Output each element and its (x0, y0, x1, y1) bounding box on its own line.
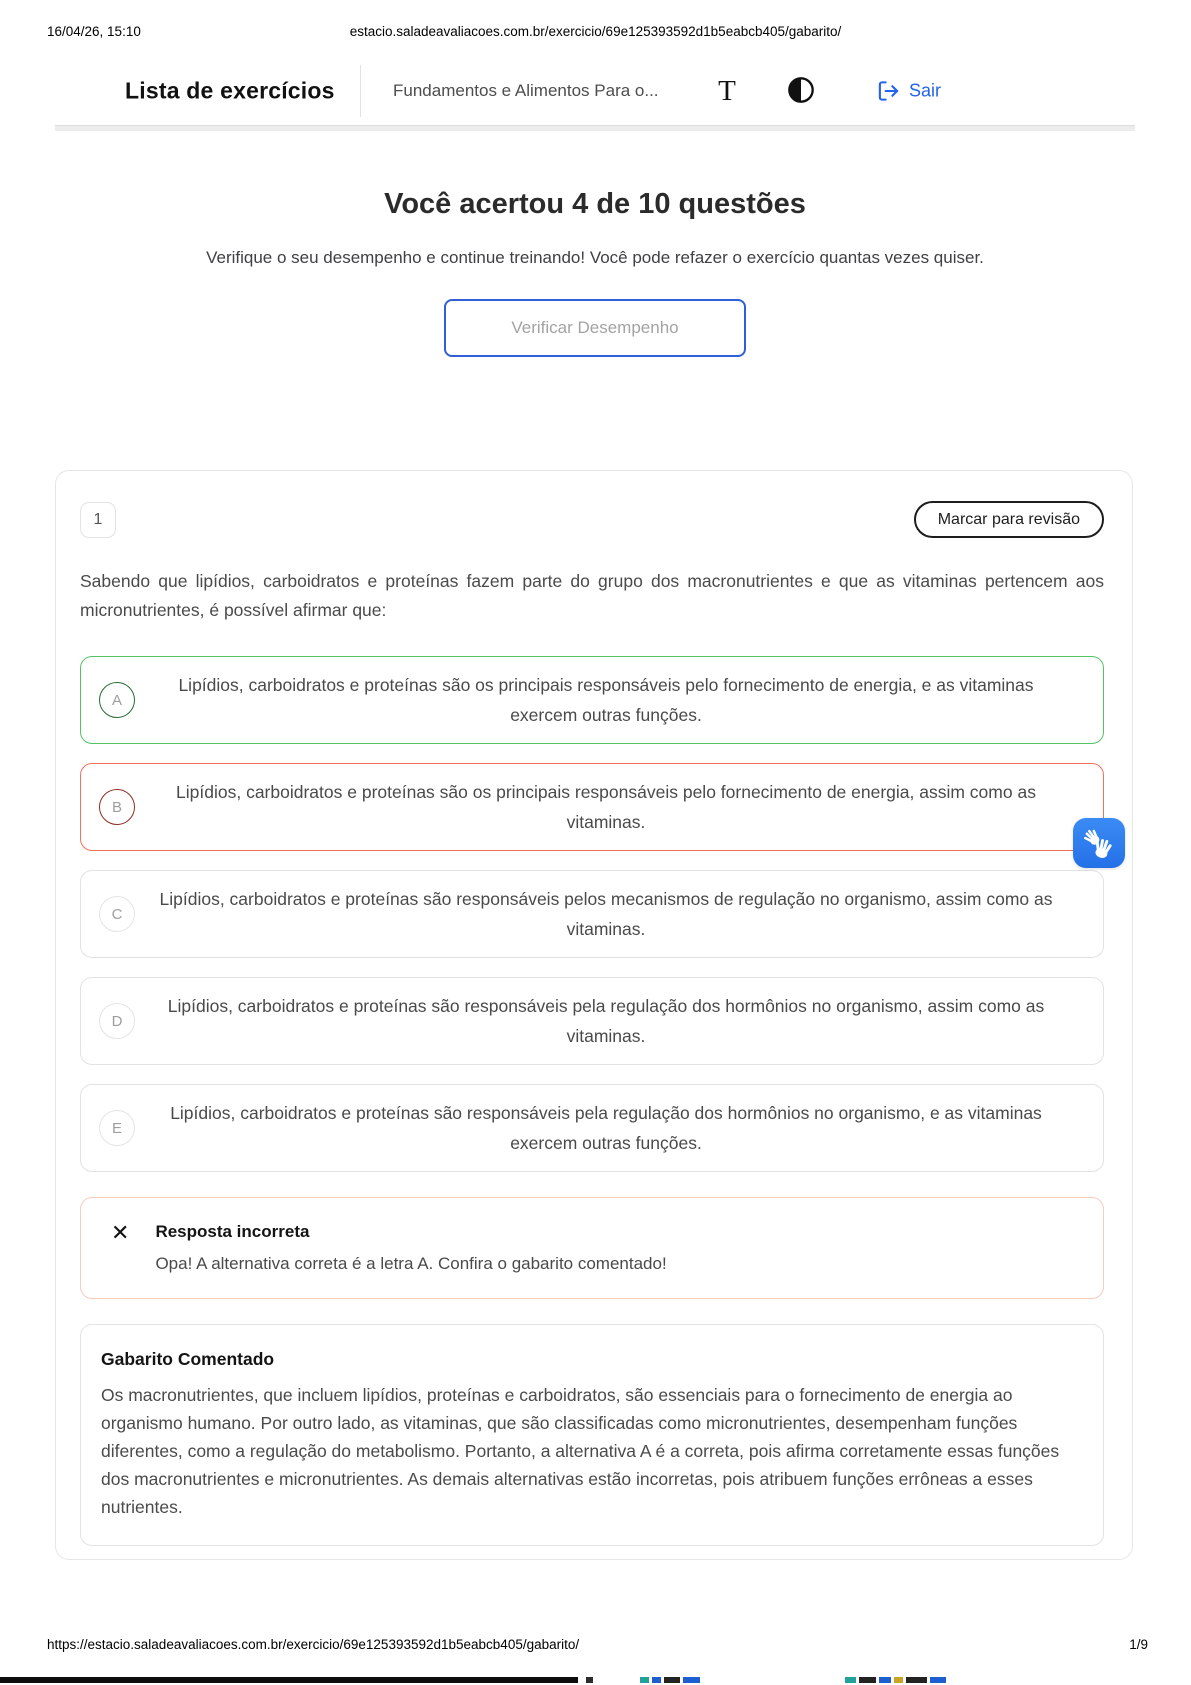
accessibility-libras-button[interactable] (1073, 818, 1125, 868)
option-c-text: Lipídios, carboidratos e proteínas são responsáveis pelos mecanismos de regulação no organismo, assim como as vitaminas. (159, 889, 1053, 939)
text-size-icon: T (718, 74, 736, 107)
result-title: Você acertou 4 de 10 questões (384, 188, 806, 220)
option-a[interactable] (80, 656, 1104, 744)
contrast-icon (787, 76, 815, 107)
bottom-edge-fragment (906, 1677, 927, 1683)
option-d-text: Lipídios, carboidratos e proteínas são responsáveis pela regulação dos hormônios no organismo, assim como as vitaminas. (167, 996, 1045, 1046)
mark-for-review-button[interactable]: Marcar para revisão (914, 501, 1104, 538)
bottom-edge-fragment (683, 1677, 700, 1683)
bottom-edge-fragment (859, 1677, 876, 1683)
course-name: Fundamentos e Alimentos Para o... (393, 81, 659, 100)
result-summary (55, 188, 1135, 357)
header-bottom-strip (55, 125, 1135, 131)
logout-button[interactable] (877, 80, 941, 103)
option-d-letter-badge: D (99, 1003, 135, 1039)
question-card (55, 470, 1133, 1560)
answer-key-box (80, 1324, 1104, 1546)
options-list (80, 656, 1104, 1172)
option-c-letter-badge: C (99, 896, 135, 932)
footer-page-indicator: 1/9 (1129, 1637, 1148, 1652)
option-a-letter-badge: A (99, 682, 135, 718)
option-b[interactable] (80, 763, 1104, 851)
print-datetime: 16/04/26, 15:10 (47, 24, 141, 39)
logout-icon (877, 80, 900, 103)
option-a-text: Lipídios, carboidratos e proteínas são os principais responsáveis pelo fornecimento de energia, e as vitaminas exercem outras funções. (178, 675, 1034, 725)
print-url: estacio.saladeavaliacoes.com.br/exercicio/69e125393592d1b5eabcb405/gabarito/ (349, 24, 842, 39)
header-divider (360, 65, 361, 117)
bottom-edge-fragment (894, 1677, 903, 1683)
bottom-edge-fragment (586, 1677, 593, 1683)
question-number: 1 (80, 502, 116, 538)
bottom-edge-fragment (640, 1677, 649, 1683)
option-e[interactable] (80, 1084, 1104, 1172)
bottom-edge-fragment (845, 1677, 856, 1683)
feedback-title: Resposta incorreta (155, 1222, 310, 1241)
option-b-text: Lipídios, carboidratos e proteínas são os principais responsáveis pelo fornecimento de energia, assim como as vitaminas. (176, 782, 1036, 832)
feedback-body (155, 1222, 666, 1274)
logout-label: Sair (909, 80, 942, 101)
bottom-edge-fragment (879, 1677, 891, 1683)
font-size-button[interactable] (703, 67, 751, 115)
footer-url: https://estacio.saladeavaliacoes.com.br/exercicio/69e125393592d1b5eabcb405/gabarito/ (47, 1637, 580, 1652)
bottom-edge-bar (0, 1677, 578, 1683)
app-header (55, 57, 1135, 125)
bottom-edge-fragment (930, 1677, 946, 1683)
print-footer (0, 1637, 1191, 1655)
verify-performance-button[interactable]: Verificar Desempenho (444, 299, 746, 357)
option-c[interactable] (80, 870, 1104, 958)
option-d[interactable] (80, 977, 1104, 1065)
option-e-text: Lipídios, carboidratos e proteínas são responsáveis pela regulação dos hormônios no organismo, e as vitaminas exercem outras funções. (170, 1103, 1042, 1153)
sign-language-hands-icon (1080, 824, 1118, 862)
incorrect-x-icon: ✕ (111, 1220, 130, 1245)
result-subtitle: Verifique o seu desempenho e continue treinando! Você pode refazer o exercício quantas vezes quiser. (206, 248, 984, 267)
feedback-message: Opa! A alternativa correta é a letra A. Confira o gabarito comentado! (155, 1254, 667, 1273)
answer-key-text: Os macronutrientes, que incluem lipídios, proteínas e carboidratos, são essenciais para o fornecimento de energia ao organismo humano. Por outro lado, as vitaminas, que são classificadas como micronutrientes, desempenham funções diferentes, como a regulação do metabolismo. Portanto, a alternativa A é a correta, pois afirma corretamente essas funções dos macronutrientes e micronutrientes. As demais alternativas estão incorretas, pois atribuem funções errôneas a esses nutrientes. (101, 1385, 1060, 1517)
bottom-edge-fragment (664, 1677, 680, 1683)
contrast-button[interactable] (777, 67, 825, 115)
question-text: Sabendo que lipídios, carboidratos e proteínas fazem parte do grupo dos macronutrientes e que as vitaminas pertencem aos micronutrientes, é possível afirmar que: (80, 571, 1104, 620)
option-e-letter-badge: E (99, 1110, 135, 1146)
bottom-edge-fragment (652, 1677, 661, 1683)
print-header (0, 24, 1191, 42)
incorrect-answer-feedback (80, 1197, 1104, 1299)
question-card-header (80, 501, 1104, 538)
page-title: Lista de exercícios (125, 77, 335, 104)
option-b-letter-badge: B (99, 789, 135, 825)
answer-key-title: Gabarito Comentado (101, 1349, 275, 1369)
